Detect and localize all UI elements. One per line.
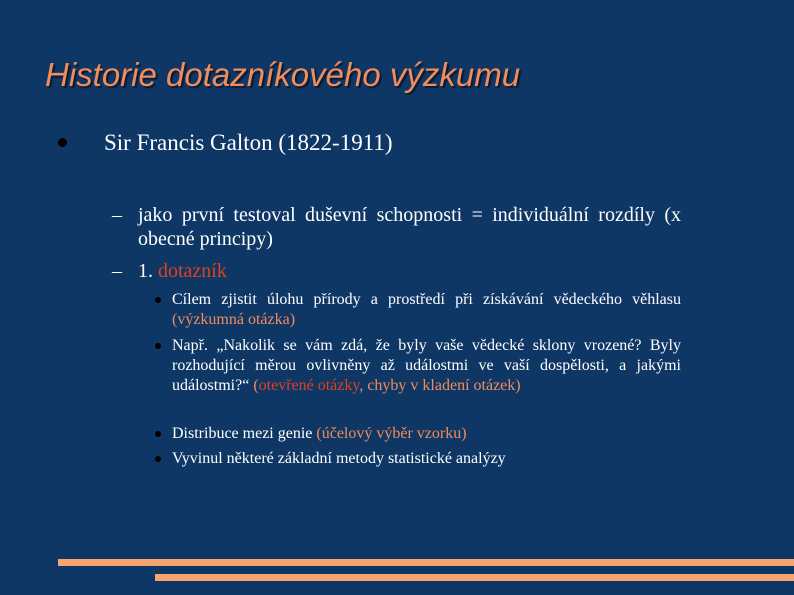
detail-plain: Cílem zjistit úlohu přírody a prostředí při získávání vědeckého věhlasu xyxy=(172,291,681,308)
detail-highlight: (výzkumná otázka) xyxy=(172,311,296,328)
sub-bullet-prefix: 1. xyxy=(138,260,158,282)
sub-bullet-text xyxy=(138,259,681,283)
bullet-dot xyxy=(155,297,161,303)
slide-title: Historie dotazníkového výzkumu xyxy=(45,56,521,93)
keyword-open-questions: otevřené otázky xyxy=(258,377,360,394)
detail-text xyxy=(172,290,681,330)
sub-bullet-text: jako první testoval duševní schopnosti = individuální rozdíly (x obecné principy) xyxy=(138,204,681,250)
detail-text xyxy=(172,424,681,444)
bullet-text: Sir Francis Galton (1822-1911) xyxy=(104,130,393,155)
bullet-dot xyxy=(155,343,161,349)
bullet-dot xyxy=(155,431,161,437)
dash-marker: – xyxy=(112,204,122,226)
detail-highlight-rest: , chyby v kladení otázek) xyxy=(359,377,521,394)
keyword-dotaznik: dotazník xyxy=(158,260,227,282)
dash-marker: – xyxy=(112,260,122,282)
bullet-dot xyxy=(155,456,161,462)
detail-text: Vyvinul některé základní metody statistické analýzy xyxy=(172,450,506,467)
decorative-bar-upper xyxy=(58,559,794,566)
detail-highlight-open: ( xyxy=(253,377,259,394)
decorative-bar-lower xyxy=(155,574,794,581)
bullet-dot xyxy=(58,138,67,147)
detail-highlight: (účelový výběr vzorku) xyxy=(316,425,467,442)
detail-plain: Např. „Nakolik se vám zdá, že byly vaše vědecké sklony vrozené? Byly rozhodující měrou ovlivněny až událostmi ve vaší dospělosti, a jakými událostmi?“ xyxy=(172,337,681,394)
detail-text xyxy=(172,336,681,396)
detail-plain: Distribuce mezi genie xyxy=(172,425,317,442)
